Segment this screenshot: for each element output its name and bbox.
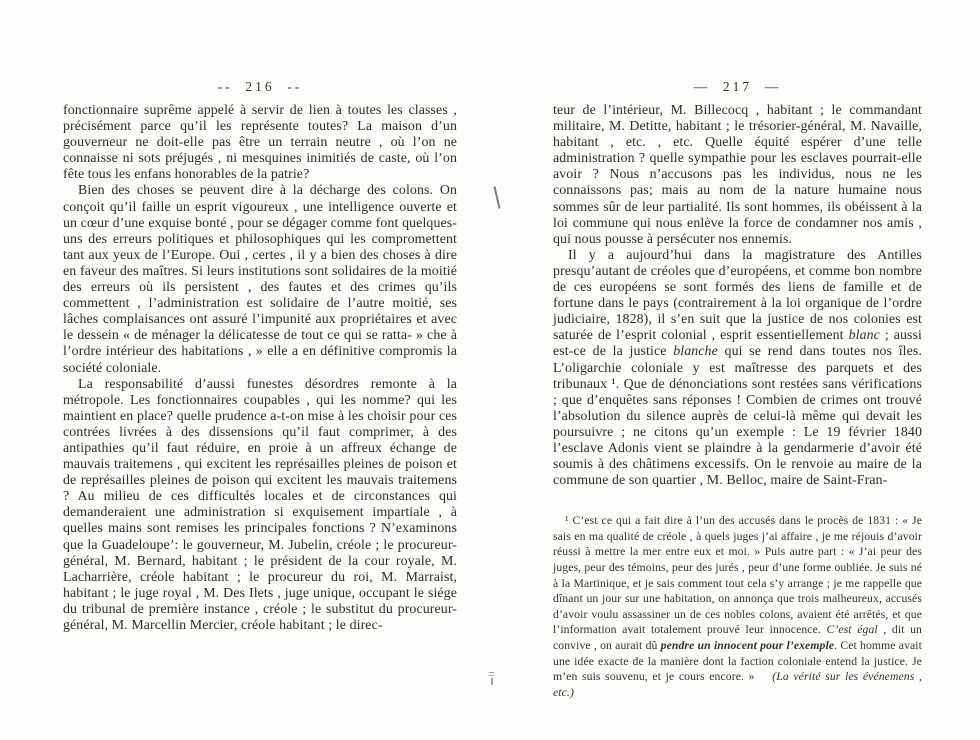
scan-artifact-mark [491, 678, 493, 685]
footnote-text: ¹ C’est ce qui a fait dire à l’un des accusés dans le procès de 1831 : « Je sais en ma qualité de créole , à quels juges j’ai affaire , je me réjouis d’avoir réussi à mettre la mer entre eux et moi. » Puis autre part : « J’ai peur des juges, peur des témoins, peur des jurés , peur d’une forme oubliée. Je suis né à la Martinique, et je sais comment tout cela s’y arrange ; je me rappelle que dînant un jour sur une habitation, on annonça que trois malheureux, accusés d’avoir voulu assassiner un de ces nobles colons, avaient été arrêtés, et que l’information avait totalement prouvé leur innocence. C’est égal , dit un convive , on aurait dû pendre un innocent pour l’exemple. Cet homme avait une idée exacte de la manière dont la faction coloniale entend la justice. Je m’en suis souvenu, et je cours encore. » (La vérité sur les événemens , etc.) [553, 514, 923, 699]
page-217-body [553, 103, 922, 489]
paragraph-continuation: fonctionnaire suprême appelé à servir de lien à toutes les classes , précisément parce qu’il les représente toutes? La maison d’un gouverneur ne doit-elle pas être un terrain neutre , où l’on ne connaisse ni sots préjugés , ni mesquines inimitiés de caste, où l’on fête tous les enfans honorables de la patrie? [63, 103, 457, 183]
page-216 [63, 79, 457, 634]
paragraph: Il y a aujourd’hui dans la magistrature des Antilles presqu’autant de créoles que d’européens, et comme bon nombre de ces européens se sont formés des liens de famille et de fortune dans le pays (contrairement à la loi organique de l’ordre judiciaire, 1828), il s’en suit que la justice de nos colonies est saturée de l’esprit colonial , esprit essentiellement blanc ; aussi est-ce de la justice blanche qui se rend dans toutes nos îles. L’oligarchie coloniale y est maîtresse des parquets et des tribunaux ¹. Que de dénonciations sont restées sans vérifications ; que d’enquêtes sans réponses ! Combien de crimes ont trouvé l’absolution du silence auprès de celui-là même qui devait les poursuivre ; ne citons qu’un exemple : Le 19 février 1840 l’esclave Adonis vient se plaindre à la gendarmerie d’avoir été soumis à des châtimens excessifs. On le renvoie au maire de la commune de son quartier , M. Belloc, maire de Saint-Fran- [553, 247, 922, 489]
scan-artifact-slash [493, 186, 500, 209]
paragraph-continuation: teur de l’intérieur, M. Billecocq , habitant ; le commandant militaire, M. Detitte, habitant ; le trésorier-général, M. Navaille, habitant , etc. , etc. Quelle équité espérer d’une telle administration ? quelle sympathie pour les esclaves pourrait-elle avoir ? Nous n’accusons pas les individus, nous ne les connaissons pas; mais au nom de la nature humaine nous sommes sûr de leur partialité. Ils sont hommes, ils obéissent à la loi commune qui nous enlève la force de condamner nos amis , qui nous pousse à persécuter nos ennemis. [553, 103, 922, 247]
paragraph: Bien des choses se peuvent dire à la décharge des colons. On conçoit qu’il faille un esprit vigoureux , une intelligence ouverte et un cœur d’une exquise bonté , pour se dégager comme font quelques-uns des erreurs politiques et philosophiques qui les compromettent tant aux yeux de l’Europe. Oui , certes , il y a bien des choses à dire en faveur des maîtres. Si leurs institutions sont solidaires de la moitié des erreurs où ils persistent , des fautes et des crimes qu’ils commettent , l’administration est solidaire de l’autre moitié, ses lâches complaisances ont assuré l’impunité aux propriétaires et avec le dessein « de ménager la délicatesse de tout ce qui se ratta- » che à l’ordre intérieur des habitations , » elle a en définitive compromis la société coloniale. [63, 183, 457, 376]
page-number-header-216: -- 216 -- [217, 79, 303, 94]
page-216-body [63, 103, 457, 634]
page-217 [553, 79, 922, 700]
page-number-header-217: — 217 — [693, 79, 782, 94]
footnote-block [553, 513, 922, 700]
scan-artifact-mark [489, 672, 494, 676]
paragraph: La responsabilité d’aussi funestes désordres remonte à la métropole. Les fonctionnaires coupables , qui les nomme? qui les maintient en place? quelle prudence a-t-on mise à les choisir pour ces contrées livrées à des dissensions qu’il faut comprimer, à des antipathies qu’il faut réduire, en proie à un affreux échange de mauvais traitemens , qui excitent les représailles pleines de poison et de représailles pleines de poison qui excitent les mauvais traitemens ? Au milieu de ces difficultés locales et de circonstances qui demanderaient une administration si exquisement impartiale , à quelles mains sont remises les principales fonctions ? N’examinons que la Guadeloupe’: le gouverneur, M. Jubelin, créole ; le procureur-général, M. Bernard, habitant ; le président de la cour royale, M. Lacharrière, créole habitant ; le procureur du roi, M. Marraist, habitant ; le juge royal , M. Des Ilets , juge unique, occupant le siége du tribunal de première instance , créole ; le substitut du procureur-général, M. Marcellin Mercier, créole habitant ; le direc- [63, 376, 457, 633]
